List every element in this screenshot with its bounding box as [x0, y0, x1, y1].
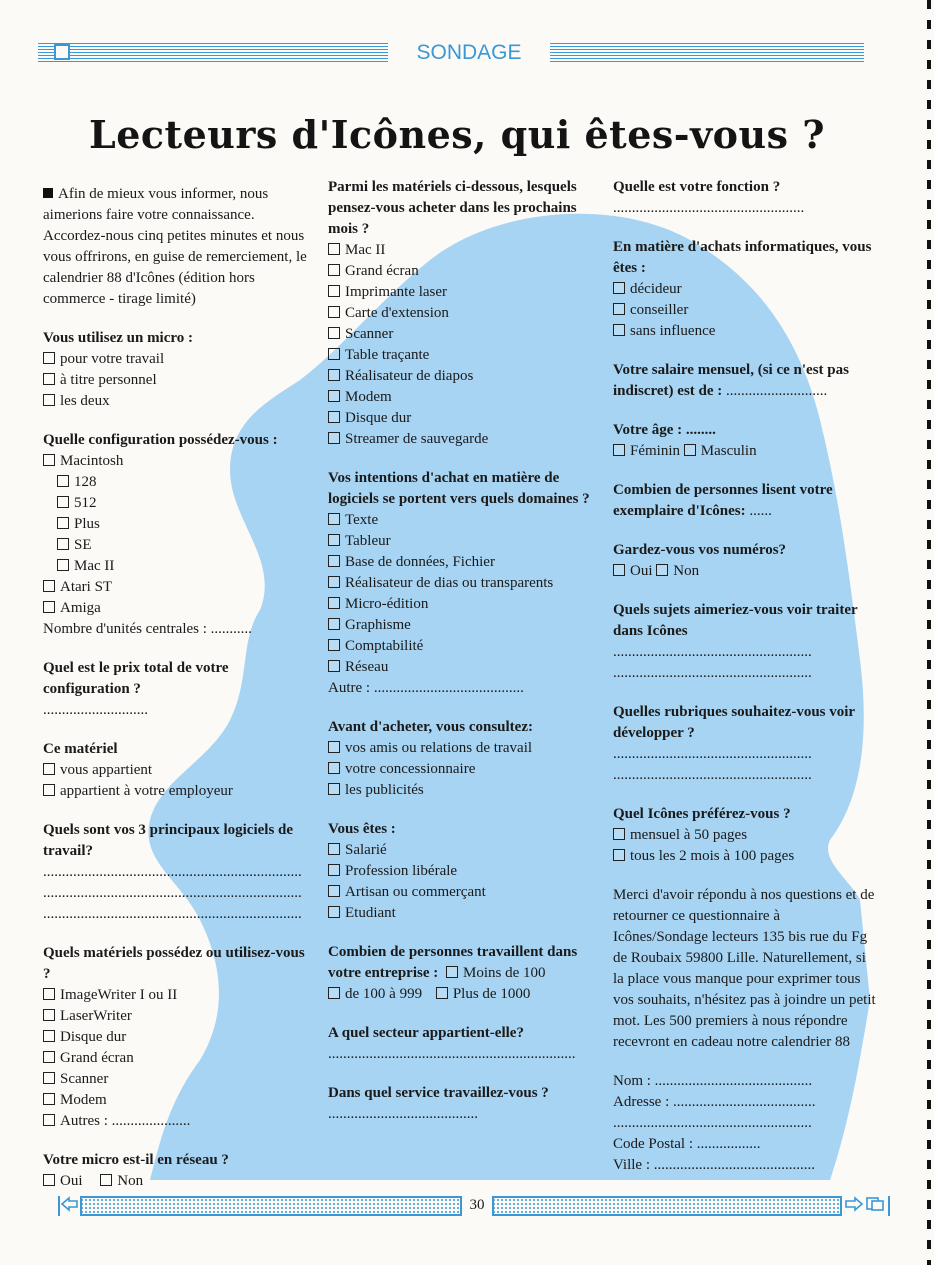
- checkbox-icon[interactable]: [328, 390, 340, 402]
- question-label: Votre salaire mensuel, (si ce n'est pas indiscret) est de : ...........................: [613, 362, 849, 399]
- option-plus[interactable]: Plus: [43, 514, 308, 535]
- question-network: [43, 1150, 308, 1192]
- postal-code-field[interactable]: Code Postal : .................: [613, 1136, 761, 1152]
- window-stack-icon[interactable]: [867, 1198, 883, 1210]
- option-employer[interactable]: appartient à votre employeur: [43, 781, 308, 802]
- option-graphics[interactable]: Graphisme: [328, 615, 596, 636]
- right-controls: [840, 1196, 888, 1216]
- topics-field-1[interactable]: .....................................................: [613, 644, 812, 660]
- question-label: Quels sujets aimeriez-vous voir traiter dans Icônes: [613, 602, 858, 639]
- checkbox-icon[interactable]: [43, 1174, 55, 1186]
- question-label: Vous êtes :: [328, 821, 396, 837]
- option-text[interactable]: Texte: [328, 510, 596, 531]
- question-readers: [613, 480, 878, 522]
- column-2: [328, 177, 596, 1143]
- page-number: 30: [460, 1196, 494, 1216]
- checkbox-icon[interactable]: [43, 1093, 55, 1105]
- checkbox-icon[interactable]: [328, 987, 340, 999]
- checkbox-icon[interactable]: [328, 597, 340, 609]
- page-title: Lecteurs d'Icônes, qui êtes-vous ?: [88, 112, 826, 157]
- option-friends[interactable]: vos amis ou relations de travail: [328, 738, 596, 759]
- option-expansion-card[interactable]: Carte d'extension: [328, 303, 596, 324]
- question-usage: [43, 328, 308, 412]
- question-consult: [328, 717, 596, 801]
- checkbox-icon[interactable]: [656, 564, 668, 576]
- option-streamer[interactable]: Streamer de sauvegarde: [328, 429, 596, 450]
- checkbox-icon[interactable]: [57, 517, 69, 529]
- question-status: [328, 819, 596, 924]
- option-no[interactable]: Non: [656, 563, 699, 579]
- checkbox-icon[interactable]: [613, 303, 625, 315]
- option-personal[interactable]: à titre personnel: [43, 370, 308, 391]
- square-bullet-icon: [43, 188, 53, 198]
- question-label: En matière d'achats informatiques, vous êtes :: [613, 239, 872, 276]
- city-field[interactable]: Ville : ...........................................: [613, 1157, 816, 1173]
- section-title: SONDAGE: [394, 40, 544, 66]
- header-rule-right: [550, 43, 864, 63]
- option-scanner[interactable]: Scanner: [43, 1069, 308, 1090]
- checkbox-icon[interactable]: [43, 1051, 55, 1063]
- option-female[interactable]: Féminin: [613, 443, 680, 459]
- question-preferred-format: [613, 804, 878, 867]
- checkbox-icon[interactable]: [328, 639, 340, 651]
- name-field[interactable]: Nom : ..........................................: [613, 1073, 813, 1089]
- checkbox-icon[interactable]: [328, 264, 340, 276]
- checkbox-icon[interactable]: [328, 864, 340, 876]
- checkbox-icon[interactable]: [328, 534, 340, 546]
- option-no-influence[interactable]: sans influence: [613, 321, 878, 342]
- option-desktop-publishing[interactable]: Micro-édition: [328, 594, 596, 615]
- option-employee[interactable]: Salarié: [328, 840, 596, 861]
- software-field-3[interactable]: .....................................................................: [43, 906, 302, 922]
- option-yes[interactable]: Oui: [43, 1173, 83, 1189]
- intro-block: [43, 184, 308, 310]
- option-student[interactable]: Etudiant: [328, 903, 596, 924]
- checkbox-icon[interactable]: [43, 373, 55, 385]
- checkbox-icon[interactable]: [57, 475, 69, 487]
- question-software-intentions: [328, 468, 596, 699]
- checkbox-icon[interactable]: [43, 580, 55, 592]
- question-label: Combien de personnes lisent votre exemplaire d'Icônes: ......: [613, 482, 833, 519]
- option-128[interactable]: 128: [43, 472, 308, 493]
- checkbox-icon[interactable]: [328, 285, 340, 297]
- question-ownership: [43, 739, 308, 802]
- checkbox-icon[interactable]: [43, 784, 55, 796]
- checkbox-icon[interactable]: [43, 454, 55, 466]
- question-label: Combien de personnes travaillent dans votre entreprise : Moins de 100: [328, 944, 578, 981]
- sections-field-2[interactable]: .....................................................: [613, 767, 812, 783]
- question-label: Quelle configuration possédez-vous :: [43, 432, 278, 448]
- option-artisan[interactable]: Artisan ou commerçant: [328, 882, 596, 903]
- question-label: Quelle est votre fonction ?: [613, 179, 781, 195]
- checkbox-icon[interactable]: [328, 762, 340, 774]
- checkbox-icon[interactable]: [328, 243, 340, 255]
- header-rule-left: [38, 43, 388, 63]
- checkbox-icon[interactable]: [43, 1030, 55, 1042]
- option-macintosh[interactable]: Macintosh: [43, 451, 308, 472]
- option-modem[interactable]: Modem: [43, 1090, 308, 1111]
- company-size-options: [328, 984, 596, 1005]
- question-label: Vous utilisez un micro :: [43, 330, 194, 346]
- checkbox-icon[interactable]: [613, 444, 625, 456]
- checkbox-icon[interactable]: [328, 843, 340, 855]
- option-scanner[interactable]: Scanner: [328, 324, 596, 345]
- question-label: Parmi les matériels ci-dessous, lesquels pensez-vous acheter dans les prochains mois ?: [328, 179, 577, 237]
- question-label: Quels matériels possédez ou utilisez-vous ?: [43, 945, 305, 982]
- section-header: [38, 40, 864, 66]
- option-decider[interactable]: décideur: [613, 279, 878, 300]
- checkbox-icon[interactable]: [328, 885, 340, 897]
- option-slides[interactable]: Réalisateur de dias ou transparents: [328, 573, 596, 594]
- checkbox-icon[interactable]: [43, 352, 55, 364]
- sector-field[interactable]: ..................................................................: [328, 1046, 576, 1062]
- closing-text: Merci d'avoir répondu à nos questions et de retourner ce questionnaire à Icônes/Sondage lecteurs 135 bis rue du Fg de Roubaix 59800 Lille. Naturellement, si la place vous manque pour exprimer tous vos souhaits, n'hésitez pas à joindre un petit mot. Les 500 premiers à nous répondre recevront en cadeau notre calendrier 88: [613, 887, 876, 1050]
- option-se[interactable]: SE: [43, 535, 308, 556]
- topics-field-2[interactable]: .....................................................: [613, 665, 812, 681]
- checkbox-icon[interactable]: [328, 369, 340, 381]
- checkbox-icon[interactable]: [328, 411, 340, 423]
- option-hard-disk[interactable]: Disque dur: [43, 1027, 308, 1048]
- option-network[interactable]: Réseau: [328, 657, 596, 678]
- column-1: [43, 184, 308, 1210]
- checkbox-icon[interactable]: [328, 660, 340, 672]
- checkbox-icon[interactable]: [613, 849, 625, 861]
- checkbox-icon[interactable]: [446, 966, 458, 978]
- checkbox-icon[interactable]: [613, 828, 625, 840]
- column-3: [613, 177, 878, 1194]
- checkbox-icon[interactable]: [328, 348, 340, 360]
- checkbox-icon[interactable]: [43, 1072, 55, 1084]
- software-field-2[interactable]: .....................................................................: [43, 885, 302, 901]
- department-field[interactable]: ........................................: [328, 1106, 478, 1122]
- checkbox-icon[interactable]: [613, 324, 625, 336]
- checkbox-icon[interactable]: [328, 327, 340, 339]
- option-ads[interactable]: les publicités: [328, 780, 596, 801]
- option-100-999[interactable]: de 100 à 999: [328, 986, 422, 1002]
- readers-field[interactable]: ......: [749, 503, 772, 519]
- question-label: Gardez-vous vos numéros?: [613, 542, 787, 558]
- question-label: Dans quel service travaillez-vous ? ........................................: [328, 1085, 549, 1122]
- option-bimonthly[interactable]: tous les 2 mois à 100 pages: [613, 846, 878, 867]
- checkbox-icon[interactable]: [57, 559, 69, 571]
- option-512[interactable]: 512: [43, 493, 308, 514]
- checkbox-icon[interactable]: [43, 394, 55, 406]
- checkbox-icon[interactable]: [328, 741, 340, 753]
- option-atari[interactable]: Atari ST: [43, 577, 308, 598]
- checkbox-icon[interactable]: [43, 988, 55, 1000]
- question-topics: [613, 600, 878, 684]
- software-field-1[interactable]: .....................................................................: [43, 864, 302, 880]
- checkbox-icon[interactable]: [43, 1114, 55, 1126]
- checkbox-icon[interactable]: [436, 987, 448, 999]
- option-mac-ii[interactable]: Mac II: [328, 240, 596, 261]
- question-price: [43, 658, 308, 721]
- checkbox-icon[interactable]: [43, 1009, 55, 1021]
- question-label: Vos intentions d'achat en matière de logiciels se portent vers quels domaines ?: [328, 470, 590, 507]
- question-sections: [613, 702, 878, 786]
- checkbox-icon[interactable]: [57, 538, 69, 550]
- question-label: Quel Icônes préférez-vous ?: [613, 806, 791, 822]
- option-liberal[interactable]: Profession libérale: [328, 861, 596, 882]
- question-software: [43, 820, 308, 925]
- salary-field[interactable]: ...........................: [726, 383, 828, 399]
- option-imagewriter[interactable]: ImageWriter I ou II: [43, 985, 308, 1006]
- checkbox-icon[interactable]: [328, 576, 340, 588]
- option-yes[interactable]: Oui: [613, 563, 653, 579]
- question-age: [613, 420, 878, 462]
- checkbox-icon[interactable]: [328, 432, 340, 444]
- checkbox-icon[interactable]: [613, 564, 625, 576]
- other-field[interactable]: Autre : ........................................: [328, 680, 524, 696]
- question-label: Quels sont vos 3 principaux logiciels de travail?: [43, 822, 294, 859]
- option-under-100[interactable]: Moins de 100: [442, 965, 546, 981]
- page-footer: [58, 1194, 890, 1220]
- question-hardware-owned: [43, 943, 308, 1132]
- question-label: Ce matériel: [43, 741, 118, 757]
- option-over-1000[interactable]: Plus de 1000: [436, 986, 531, 1002]
- option-monthly[interactable]: mensuel à 50 pages: [613, 825, 878, 846]
- option-yours[interactable]: vous appartient: [43, 760, 308, 781]
- window-box-icon: [54, 44, 70, 60]
- option-advisor[interactable]: conseiller: [613, 300, 878, 321]
- question-label: Votre âge : ........: [613, 422, 716, 438]
- question-purchase-hardware: [328, 177, 596, 450]
- question-label: Quelles rubriques souhaitez-vous voir développer ?: [613, 704, 855, 741]
- question-label: Votre micro est-il en réseau ?: [43, 1152, 229, 1168]
- address-form: [613, 1071, 878, 1176]
- option-no[interactable]: Non: [100, 1173, 143, 1189]
- question-label: Avant d'acheter, vous consultez:: [328, 719, 533, 735]
- question-label: A quel secteur appartient-elle?: [328, 1025, 524, 1041]
- option-male[interactable]: Masculin: [684, 443, 757, 459]
- checkbox-icon[interactable]: [328, 906, 340, 918]
- intro-text: Afin de mieux vous informer, nous aimerions faire votre connaissance. Accordez-nous cinq petites minutes et nous vous offrirons, en guise de remerciement, le calendrier 88 d'Icônes (édition hors commerce - tirage limité): [43, 186, 307, 307]
- option-large-screen[interactable]: Grand écran: [328, 261, 596, 282]
- option-laser-printer[interactable]: Imprimante laser: [328, 282, 596, 303]
- function-field[interactable]: ...................................................: [613, 200, 805, 216]
- checkbox-icon[interactable]: [328, 555, 340, 567]
- question-department: [328, 1083, 596, 1125]
- question-configuration: [43, 430, 308, 640]
- left-arrow-icon[interactable]: [60, 1196, 82, 1216]
- option-laserwriter[interactable]: LaserWriter: [43, 1006, 308, 1027]
- checkbox-icon[interactable]: [328, 513, 340, 525]
- checkbox-icon[interactable]: [684, 444, 696, 456]
- option-dealer[interactable]: votre concessionnaire: [328, 759, 596, 780]
- option-spreadsheet[interactable]: Tableur: [328, 531, 596, 552]
- question-function: [613, 177, 878, 219]
- checkbox-icon[interactable]: [328, 618, 340, 630]
- address-field[interactable]: Adresse : ......................................: [613, 1094, 816, 1110]
- price-field[interactable]: ............................: [43, 702, 148, 718]
- checkbox-icon[interactable]: [43, 763, 55, 775]
- sections-field-1[interactable]: .....................................................: [613, 746, 812, 762]
- question-salary: [613, 360, 878, 402]
- option-plotter[interactable]: Table traçante: [328, 345, 596, 366]
- option-database[interactable]: Base de données, Fichier: [328, 552, 596, 573]
- network-options: [43, 1171, 308, 1192]
- units-field[interactable]: Nombre d'unités centrales : ...........: [43, 621, 252, 637]
- checkbox-icon[interactable]: [328, 783, 340, 795]
- gender-options: [613, 441, 878, 462]
- question-label: Quel est le prix total de votre configuration ?: [43, 660, 229, 697]
- option-both[interactable]: les deux: [43, 391, 308, 412]
- question-keep-issues: [613, 540, 878, 582]
- question-purchase-role: [613, 237, 878, 342]
- option-modem[interactable]: Modem: [328, 387, 596, 408]
- question-company-size: [328, 942, 596, 1005]
- age-field[interactable]: ........: [685, 422, 716, 438]
- cut-line: [927, 0, 931, 1265]
- keep-options: [613, 561, 878, 582]
- checkbox-icon[interactable]: [57, 496, 69, 508]
- option-work[interactable]: pour votre travail: [43, 349, 308, 370]
- option-large-screen[interactable]: Grand écran: [43, 1048, 308, 1069]
- option-slide-maker[interactable]: Réalisateur de diapos: [328, 366, 596, 387]
- option-hard-disk[interactable]: Disque dur: [328, 408, 596, 429]
- address-field-2[interactable]: .....................................................: [613, 1115, 812, 1131]
- option-mac-ii[interactable]: Mac II: [43, 556, 308, 577]
- checkbox-icon[interactable]: [328, 306, 340, 318]
- option-accounting[interactable]: Comptabilité: [328, 636, 596, 657]
- checkbox-icon[interactable]: [43, 601, 55, 613]
- checkbox-icon[interactable]: [100, 1174, 112, 1186]
- option-others[interactable]: Autres : .....................: [43, 1111, 308, 1132]
- option-amiga[interactable]: Amiga: [43, 598, 308, 619]
- question-sector: [328, 1023, 596, 1065]
- checkbox-icon[interactable]: [613, 282, 625, 294]
- right-arrow-icon[interactable]: [846, 1198, 862, 1210]
